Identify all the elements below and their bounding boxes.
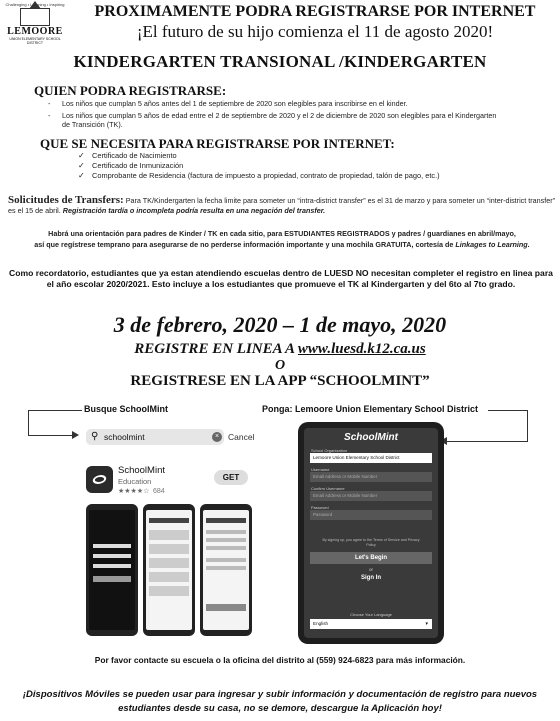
needs-heading: QUE SE NECESITA PARA REGISTRARSE POR INTERNET: xyxy=(40,136,395,151)
search-icon: ⚲ xyxy=(91,431,99,442)
app-category: Education xyxy=(118,477,152,486)
page-title: PROXIMAMENTE PODRA REGISTRARSE POR INTERNET xyxy=(94,3,536,20)
needs-item: ✓ Comprobante de Residencia (factura de impuesto a propiedad, contrato de propiedad, talón de pago, etc.) xyxy=(92,171,440,181)
contact-info: Por favor contacte su escuela o la oficina del distrito al (559) 924-6823 para más información. xyxy=(94,655,466,665)
screenshot-thumbnail xyxy=(200,504,252,636)
language-value: English xyxy=(313,621,329,626)
district-logo xyxy=(4,2,66,48)
online-label: REGISTRE EN LINEA A xyxy=(134,341,298,357)
app-name: SchoolMint xyxy=(118,465,165,476)
arrow-head-icon xyxy=(72,431,79,439)
cancel-button[interactable]: Cancel xyxy=(228,432,255,442)
confirm-label: Confirm Username xyxy=(311,486,345,491)
online-register xyxy=(0,341,560,358)
username-field[interactable]: Email Address or Mobile Number xyxy=(310,472,432,482)
logo-tagline: Challenging • Learning • Inspiring xyxy=(5,2,65,7)
who-item: - Los niños que cumplan 5 años antes del 1 de septiembre de 2020 son elegibles para inscribirse en el kinder. xyxy=(48,99,408,108)
transfers-warning: Registración tardía o incompleta podría resulta en una negación del transfer. xyxy=(62,206,326,215)
get-button[interactable]: GET xyxy=(214,470,248,485)
language-label: Choose Your Language xyxy=(350,612,392,617)
schoolhouse-icon xyxy=(20,8,50,26)
app-heading: REGISTRESE EN LA APP “SCHOOLMINT” xyxy=(130,373,430,389)
transfers-paragraph xyxy=(8,195,556,216)
program-title: KINDERGARTEN TRANSIONAL /KINDERGARTEN xyxy=(73,52,487,71)
footer-message: ¡Dispositivos Móviles se pueden usar para ingresar y subir información y documentación de registro para nuevos estudiantes desde su casa, no se demore, descargue la Aplicación hoy! xyxy=(22,689,538,714)
district-url-link[interactable]: www.luesd.k12.ca.us xyxy=(297,341,426,357)
arrow-line xyxy=(446,441,528,442)
reminder-paragraph: Como recordatorio, estudiantes que ya estan atendiendo escuelas dentro de LUESD NO necesitan completer el registro en linea para el año escolar 2020/2021. Esto incluye a los estudiantes que promueve el TK al Kindergarten y del 6to al 7to grado. xyxy=(9,268,553,289)
arrow-line xyxy=(28,435,74,436)
right-panel-label: Ponga: Lemoore Union Elementary School District xyxy=(262,404,479,414)
screenshot-thumbnail xyxy=(143,504,195,636)
or-separator: O xyxy=(274,358,286,373)
orientation-line1: Habrá una orientación para padres de Kinder / TK en cada sitio, para ESTUDIANTES REGISTRADOS y padres / guardianes en abril/mayo, xyxy=(48,229,516,238)
password-label: Password xyxy=(311,505,329,510)
needs-item: ✓ Certificado de Inmunización xyxy=(92,161,183,171)
search-value: schoolmint xyxy=(104,432,145,442)
star-rating-icon: ★★★★☆ xyxy=(118,488,150,495)
phone-screen xyxy=(304,428,438,638)
clear-icon[interactable]: × xyxy=(212,432,222,442)
who-item: - Los niños que cumplan 5 años de edad entre el 2 de septiembre de 2020 y el 2 de diciembre de 2020 son elegibles para el Kindergarten de Transición (TK). xyxy=(48,111,497,129)
or-text: or xyxy=(368,567,373,572)
search-input[interactable] xyxy=(86,429,224,445)
orientation-paragraph xyxy=(8,228,556,250)
confirm-username-field[interactable]: Email Address or Mobile Number xyxy=(310,491,432,501)
password-field[interactable]: Password xyxy=(310,510,432,520)
username-label: Username xyxy=(311,467,330,472)
screenshot-thumbnail xyxy=(86,504,138,636)
orientation-sponsor: Linkages to Learning. xyxy=(455,240,530,249)
who-heading: QUIEN PODRA REGISTRARSE: xyxy=(34,83,227,98)
who-item-text: Los niños que cumplan 5 años antes del 1 de septiembre de 2020 son elegibles para inscribirse en el kinder. xyxy=(62,99,408,108)
org-field[interactable]: Lemoore Union Elementary School District xyxy=(310,453,432,463)
logo-name: LEMOORE xyxy=(7,26,63,37)
terms-text: By signing up, you agree to the Terms of Service and Privacy Policy xyxy=(322,538,420,547)
needs-item: ✓ Certificado de Nacimiento xyxy=(92,151,177,161)
arrow-line xyxy=(488,410,528,411)
phone-mock xyxy=(298,422,444,644)
chevron-down-icon: ▾ xyxy=(425,621,428,627)
logo-subtitle: UNION ELEMENTARY SCHOOL DISTRICT xyxy=(9,37,61,45)
arrow-line xyxy=(28,410,29,436)
arrow-line xyxy=(28,410,82,411)
transfers-text: Para TK/Kindergarten la fecha limite para someter un “intra-district transfer” es el 31 de marzo y para someter un “inter-district transfer” es el 15 de abril. xyxy=(8,196,556,215)
language-select[interactable] xyxy=(310,619,432,629)
orientation-line2: así que regístrese temprano para asegurarse de no perderse información importante y una mochila GRATUITA, cortesía de xyxy=(34,240,456,249)
org-label: School Organization xyxy=(311,448,348,453)
arrow-line xyxy=(527,410,528,442)
registration-dates: 3 de febrero, 2020 – 1 de mayo, 2020 xyxy=(113,312,447,337)
schoolmint-brand: SchoolMint xyxy=(344,432,398,443)
left-panel-label: Busque SchoolMint xyxy=(84,404,168,414)
schoolmint-app-icon[interactable] xyxy=(86,466,113,493)
transfers-lead: Solicitudes de Transfers: xyxy=(8,194,124,206)
sign-in-link[interactable]: Sign In xyxy=(361,575,381,581)
schoolmint-logo-icon xyxy=(91,475,107,484)
rating-count: 684 xyxy=(153,488,165,495)
app-store-mock xyxy=(80,422,258,642)
page-subtitle: ¡El futuro de su hijo comienza el 11 de agosto 2020! xyxy=(136,22,494,41)
who-item-text: Los niños que cumplan 5 años de edad entre el 2 de septiembre de 2020 y el 2 de diciembre de 2020 son elegibles para el Kindergarten de Transición (TK). xyxy=(62,111,497,129)
lets-begin-button[interactable]: Let's Begin xyxy=(310,552,432,564)
